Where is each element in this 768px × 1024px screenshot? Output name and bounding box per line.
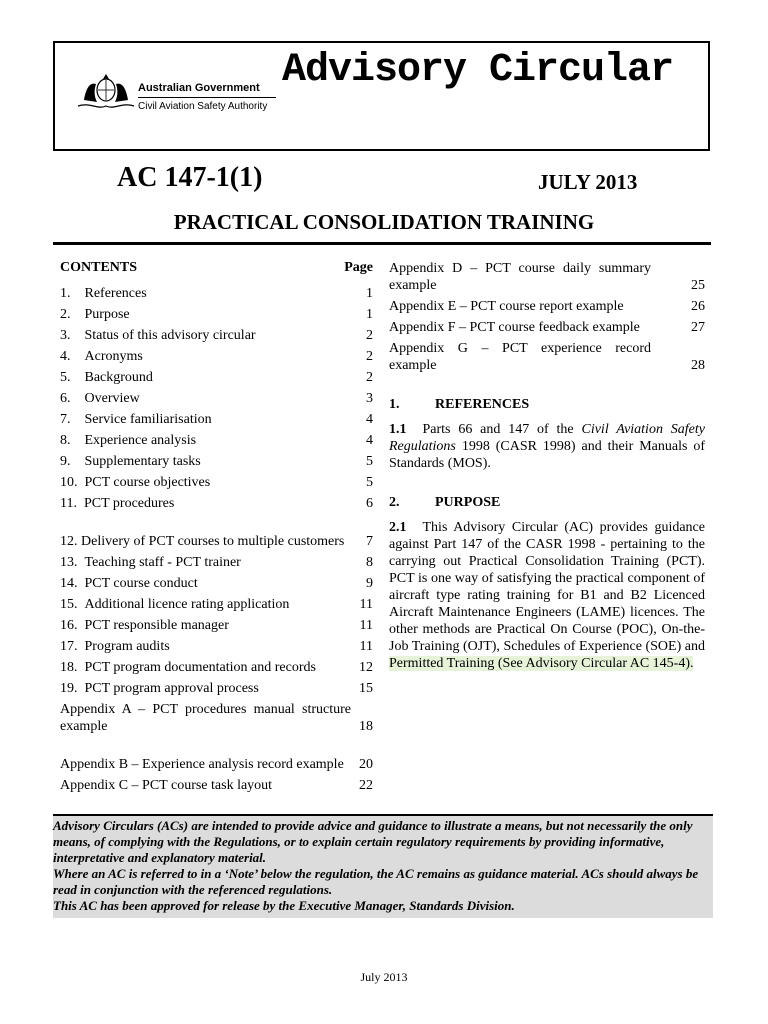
paragraph-number: 1.1 xyxy=(389,422,407,437)
toc-item[interactable] xyxy=(60,491,373,512)
document-subtitle: PRACTICAL CONSOLIDATION TRAINING xyxy=(173,210,595,234)
toc-item-page: 11 xyxy=(359,639,373,654)
toc-item-text: Appendix B – Experience analysis record example xyxy=(60,757,344,772)
right-column xyxy=(389,260,705,678)
gov-divider xyxy=(138,97,276,98)
toc-item[interactable] xyxy=(60,676,373,697)
toc-item[interactable] xyxy=(60,344,373,365)
toc-item-text: 13. Teaching staff - PCT trainer xyxy=(60,555,241,570)
toc-header xyxy=(60,260,373,281)
toc-item-page: 2 xyxy=(366,349,373,364)
toc-item[interactable] xyxy=(60,512,373,550)
toc-item-page: 11 xyxy=(359,597,373,612)
section-number: 2. xyxy=(389,495,400,510)
toc-item-text: Appendix E – PCT course report example xyxy=(389,299,624,314)
page-title: Advisory Circular xyxy=(282,48,674,93)
toc-item-text: 2. Purpose xyxy=(60,307,130,322)
toc-item[interactable] xyxy=(60,735,373,773)
toc-item[interactable] xyxy=(60,386,373,407)
paragraph-text: Parts 66 and 147 of the xyxy=(422,422,582,437)
gov-line-2: Civil Aviation Safety Authority xyxy=(138,101,268,112)
toc-item-text: 19. PCT program approval process xyxy=(60,681,259,696)
toc-item-page: 27 xyxy=(691,320,705,335)
toc-item-text: 5. Background xyxy=(60,370,153,385)
toc-item-text: 9. Supplementary tasks xyxy=(60,454,201,469)
toc-item[interactable] xyxy=(60,302,373,323)
toc-item-page: 8 xyxy=(366,555,373,570)
toc-item-text: Appendix A – PCT procedures manual structure example xyxy=(60,702,351,734)
toc-item[interactable] xyxy=(60,470,373,491)
toc-item-page: 20 xyxy=(359,757,373,772)
government-branding xyxy=(138,82,276,113)
toc-item-page: 5 xyxy=(366,454,373,469)
ac-number: AC 147-1(1) xyxy=(117,162,263,193)
title-divider xyxy=(53,242,711,245)
toc-item[interactable] xyxy=(60,550,373,571)
toc-item-page: 4 xyxy=(366,433,373,448)
toc-item-page: 6 xyxy=(366,496,373,511)
page-footer: July 2013 xyxy=(360,970,408,984)
toc-item[interactable] xyxy=(60,407,373,428)
toc-item-page: 18 xyxy=(359,719,373,734)
toc-item[interactable] xyxy=(60,428,373,449)
section-title: PURPOSE xyxy=(435,495,501,510)
purpose-paragraph xyxy=(389,519,705,672)
toc-item[interactable] xyxy=(60,323,373,344)
section-number: 1. xyxy=(389,397,400,412)
toc-item-text: 15. Additional licence rating application xyxy=(60,597,290,612)
toc-item[interactable] xyxy=(60,773,373,794)
toc-item-text: 1. References xyxy=(60,286,147,301)
toc-item-page: 2 xyxy=(366,370,373,385)
toc-item-text: 4. Acronyms xyxy=(60,349,143,364)
toc-item-page: 28 xyxy=(691,358,705,373)
toc-item[interactable] xyxy=(60,655,373,676)
purpose-heading xyxy=(389,494,705,511)
toc-item-page: 9 xyxy=(366,576,373,591)
toc-item-text: 14. PCT course conduct xyxy=(60,576,198,591)
toc-item-page: 11 xyxy=(359,618,373,633)
toc-item[interactable] xyxy=(60,365,373,386)
toc-item-text: 3. Status of this advisory circular xyxy=(60,328,256,343)
paragraph-text: This Advisory Circular (AC) provides guidance against Part 147 of the CASR 1998 - pertaining to the carrying out Practical Consolidation Training (PCT). PCT is one way of satisfying the practical component of aircraft type rating training for B1 and B2 Licenced Aircraft Maintenance Engineers (LAME) licences. The other methods are Practical On Course (POC), On-the-Job Training (OJT), Schedules of Experience (SOE) and xyxy=(389,520,705,654)
notice-line: Advisory Circulars (ACs) are intended to provide advice and guidance to illustrate a means, but not necessarily the only means, of complying with the Regulations, or to explain certain regulatory requirements by providing informative, interpretative and explanatory material. xyxy=(53,818,693,865)
toc-item-page: 1 xyxy=(366,286,373,301)
toc-item-page: 15 xyxy=(359,681,373,696)
notice-line: Where an AC is referred to in a ‘Note’ below the regulation, the AC remains as guidance material. ACs should always be read in conjunction with the referenced regulations. xyxy=(53,866,699,897)
coat-of-arms-logo xyxy=(76,70,136,112)
toc-item-text: 8. Experience analysis xyxy=(60,433,197,448)
toc-item[interactable] xyxy=(389,340,705,374)
toc-item-page: 1 xyxy=(366,307,373,322)
highlighted-text[interactable]: Permitted Training (See Advisory Circular AC 145-4). xyxy=(389,656,694,671)
toc-item-text: Appendix G – PCT experience record example xyxy=(389,341,651,373)
toc-item[interactable] xyxy=(60,571,373,592)
paragraph-italic: Civil Aviation Safety Regulations xyxy=(389,422,705,454)
toc-item-text: 11. PCT procedures xyxy=(60,496,175,511)
table-of-contents xyxy=(60,260,373,794)
toc-item[interactable] xyxy=(60,592,373,613)
notice-line: This AC has been approved for release by the Executive Manager, Standards Division. xyxy=(53,898,515,913)
disclaimer-notice xyxy=(53,814,713,918)
toc-item[interactable] xyxy=(389,260,705,294)
toc-item-text: Appendix D – PCT course daily summary example xyxy=(389,261,651,293)
toc-item-text: 18. PCT program documentation and records xyxy=(60,660,316,675)
toc-item-page: 2 xyxy=(366,328,373,343)
toc-item-text: 10. PCT course objectives xyxy=(60,475,211,490)
gov-line-1: Australian Government xyxy=(138,82,260,94)
toc-heading: CONTENTS xyxy=(60,260,138,275)
toc-item[interactable] xyxy=(60,281,373,302)
toc-item-text: 16. PCT responsible manager xyxy=(60,618,229,633)
toc-item[interactable] xyxy=(60,697,373,735)
section-title: REFERENCES xyxy=(435,397,530,412)
toc-item-text: 12. Delivery of PCT courses to multiple customers xyxy=(60,534,345,549)
paragraph-number: 2.1 xyxy=(389,520,407,535)
references-paragraph xyxy=(389,421,705,472)
toc-item[interactable] xyxy=(389,298,705,315)
toc-item-page: 12 xyxy=(359,660,373,675)
references-heading xyxy=(389,396,705,413)
toc-item-text: Appendix F – PCT course feedback example xyxy=(389,320,640,335)
toc-item-page: 26 xyxy=(691,299,705,314)
toc-item[interactable] xyxy=(60,613,373,634)
toc-item-page: 4 xyxy=(366,412,373,427)
toc-item-text: 7. Service familiarisation xyxy=(60,412,212,427)
toc-item-text: 17. Program audits xyxy=(60,639,170,654)
toc-item-page: 25 xyxy=(691,278,705,293)
toc-item-page: 5 xyxy=(366,475,373,490)
toc-item-page: 3 xyxy=(366,391,373,406)
toc-item[interactable] xyxy=(60,449,373,470)
toc-item-page: 7 xyxy=(366,534,373,549)
toc-item-text: 6. Overview xyxy=(60,391,140,406)
toc-item[interactable] xyxy=(60,634,373,655)
ac-date: JULY 2013 xyxy=(538,170,638,194)
paragraph-text: 1998 (CASR 1998) and their Manuals of Standards (MOS). xyxy=(389,439,705,471)
toc-page-heading: Page xyxy=(344,260,373,275)
toc-item[interactable] xyxy=(389,319,705,336)
toc-item-page: 22 xyxy=(359,778,373,793)
toc-item-text: Appendix C – PCT course task layout xyxy=(60,778,273,793)
